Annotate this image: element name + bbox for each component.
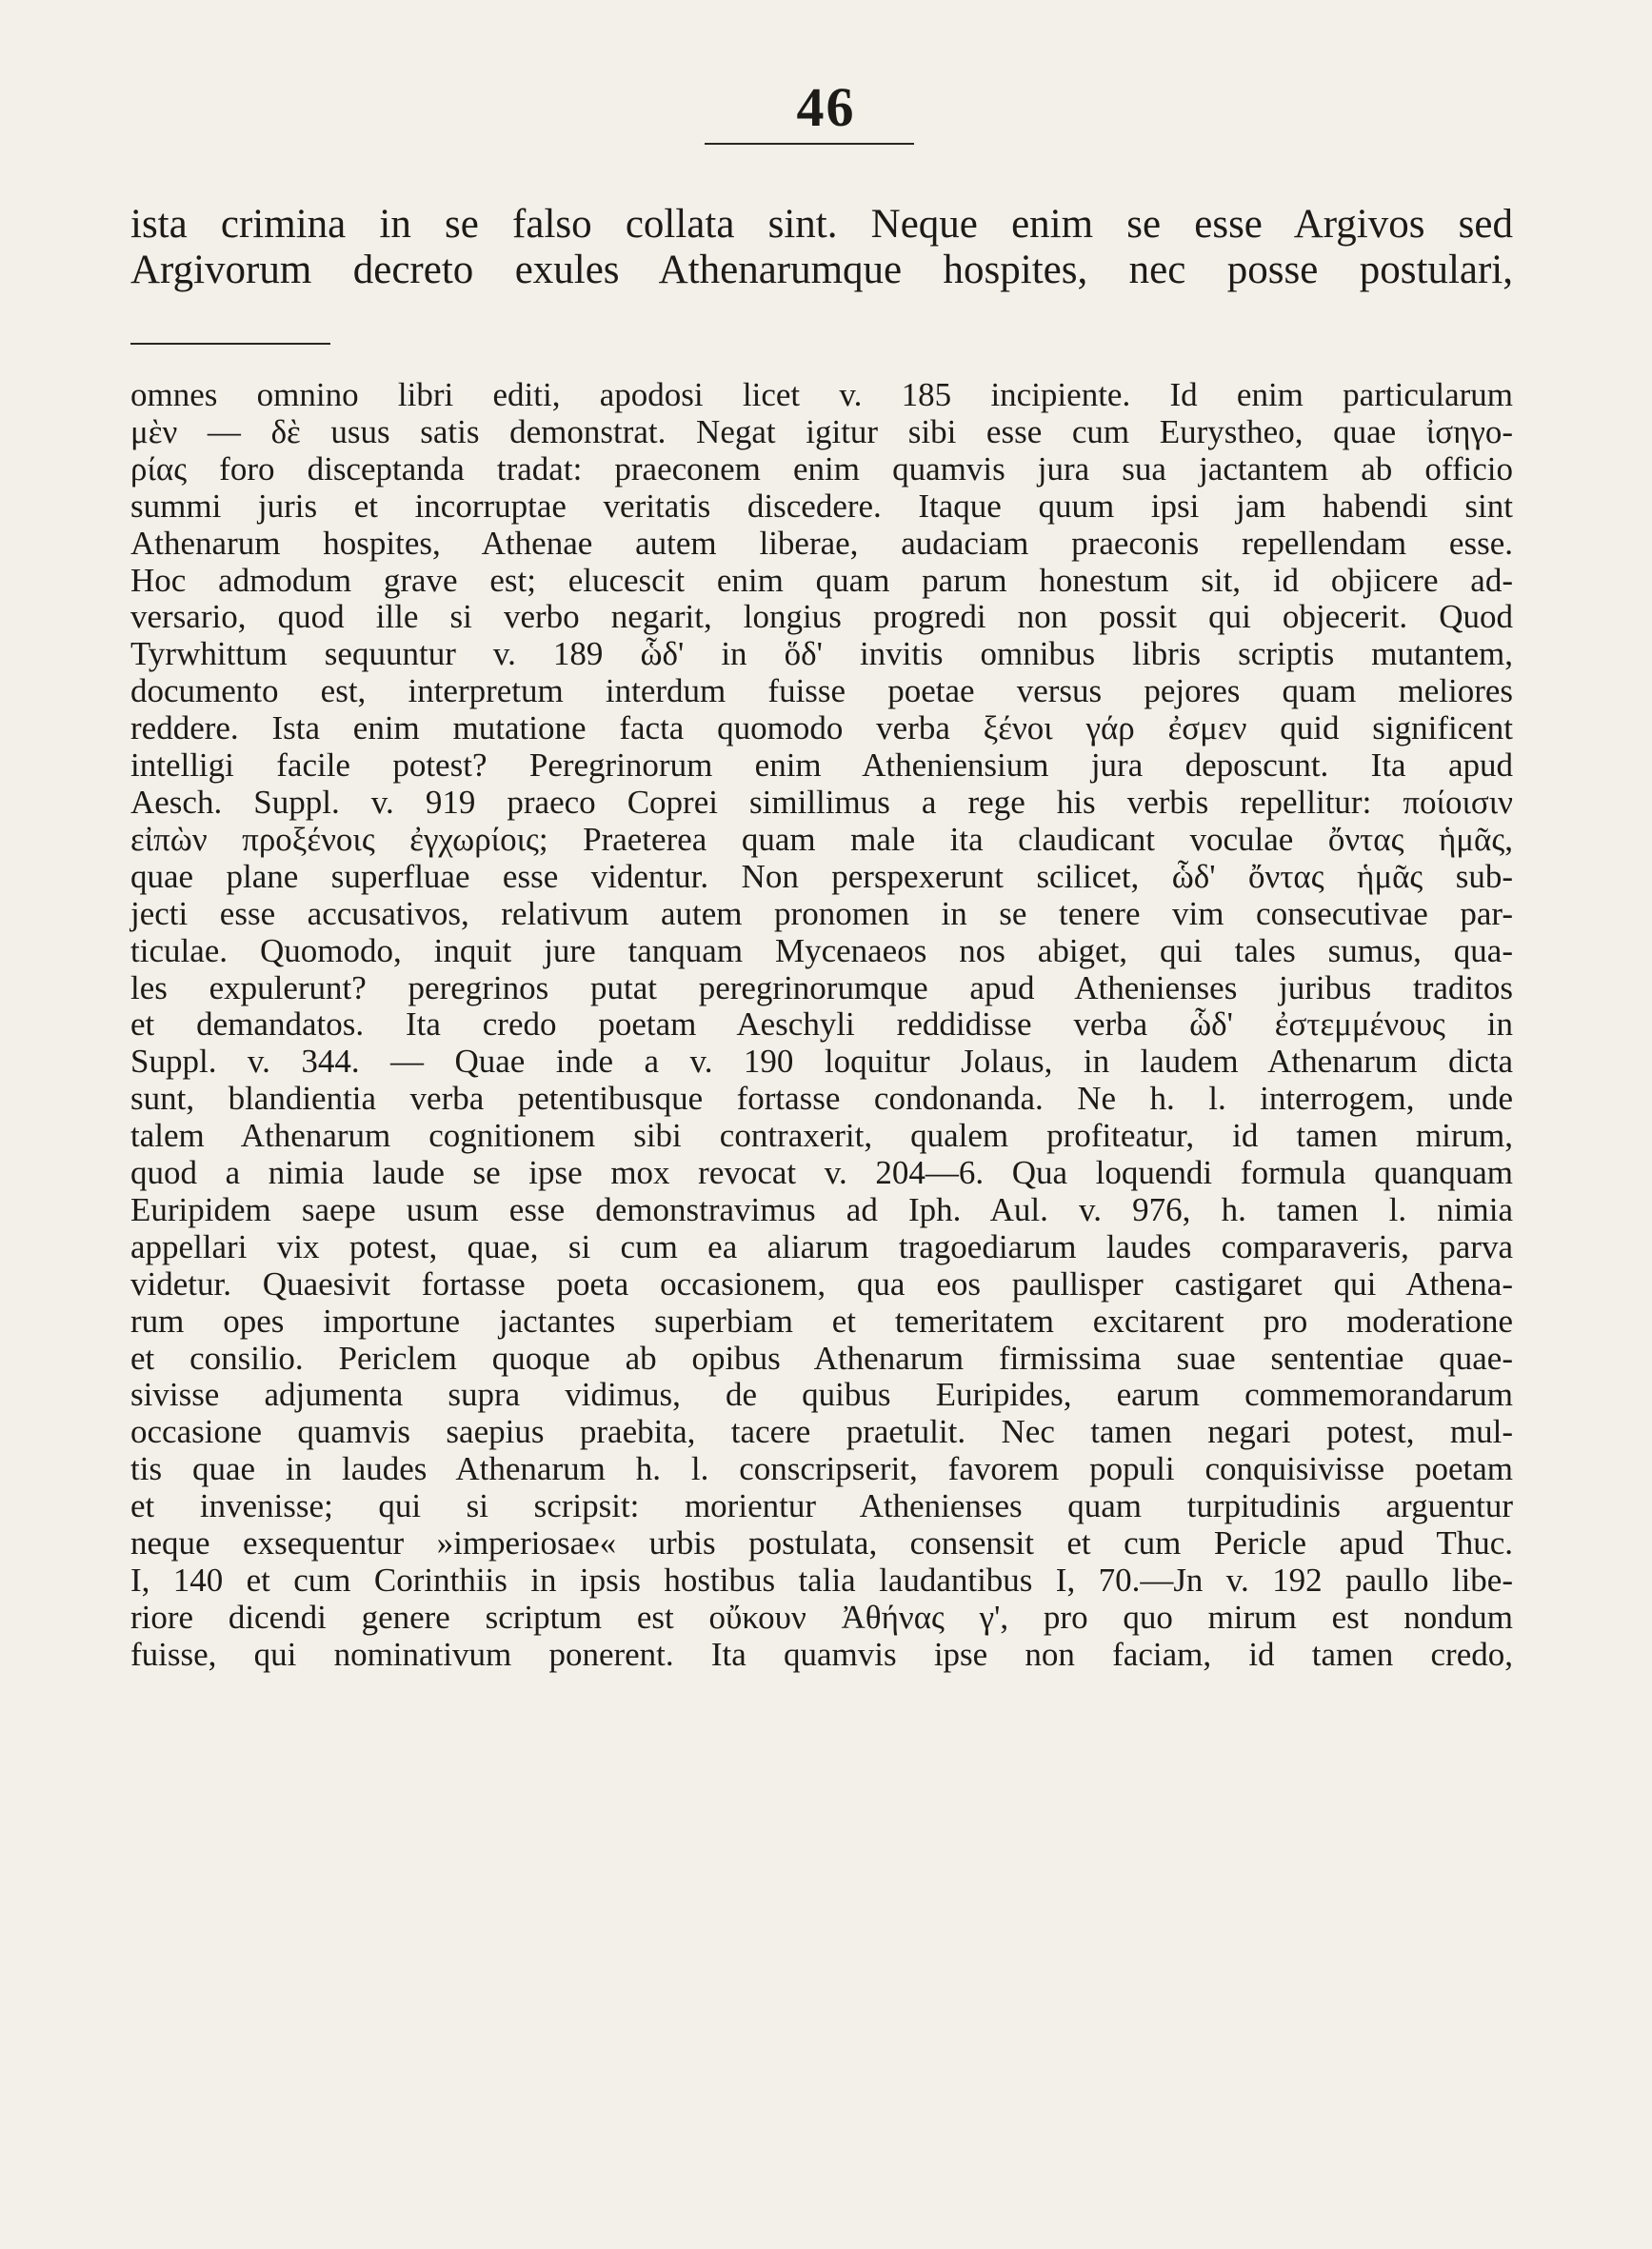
footnote-line: Euripidem saepe usum esse demonstravimus ad Iph. Aul. v. 976, h. tamen l. nimia: [130, 1190, 1513, 1228]
footnote-line: μὲν — δὲ usus satis demonstrat. Negat igitur sibi esse cum Eurystheo, quae ἰσηγο-: [130, 412, 1513, 450]
main-text: [130, 202, 1513, 293]
footnote-line: Hoc admodum grave est; elucescit enim quam parum honestum sit, id objicere ad-: [130, 561, 1513, 599]
footnote-line: et invenisse; qui si scripsit: morientur Athenienses quam turpitudinis arguentur: [130, 1487, 1513, 1525]
footnote-line: et consilio. Periclem quoque ab opibus Athenarum firmissima suae sententiae quae-: [130, 1339, 1513, 1377]
footnote-line: Athenarum hospites, Athenae autem liberae, audaciam praeconis repellendam esse.: [130, 524, 1513, 562]
footnote-line: neque exsequentur »imperiosae« urbis postulata, consensit et cum Pericle apud Thuc.: [130, 1524, 1513, 1562]
footnote-line: les expulerunt? peregrinos putat peregrinorumque apud Athenienses juribus traditos: [130, 968, 1513, 1006]
footnote-line: summi juris et incorruptae veritatis discedere. Itaque quum ipsi jam habendi sint: [130, 487, 1513, 525]
footnote-line: jecti esse accusativos, relativum autem pronomen in se tenere vim consecutivae par-: [130, 894, 1513, 932]
footnote-line: tis quae in laudes Athenarum h. l. conscripserit, favorem populi conquisivisse poetam: [130, 1450, 1513, 1488]
footnote-line: quae plane superfluae esse videntur. Non perspexerunt scilicet, ὧδ' ὄντας ἡμᾶς sub-: [130, 857, 1513, 895]
footnote-line: ticulae. Quomodo, inquit jure tanquam Mycenaeos nos abiget, qui tales sumus, qua-: [130, 931, 1513, 969]
footnote-line: documento est, interpretum interdum fuisse poetae versus pejores quam meliores: [130, 672, 1513, 710]
footnote-line: I, 140 et cum Corinthiis in ipsis hostibus talia laudantibus I, 70.—Jn v. 192 paullo libe-: [130, 1562, 1513, 1599]
footnote-line: intelligi facile potest? Peregrinorum enim Atheniensium jura deposcunt. Ita apud: [130, 746, 1513, 785]
page-number: 46: [796, 76, 856, 138]
footnote-line: sivisse adjumenta supra vidimus, de quibus Euripides, earum commemorandarum: [130, 1376, 1513, 1414]
main-text-line: Argivorum decreto exules Athenarumque hospites, nec posse postulari,: [130, 248, 1513, 292]
footnote-line: versario, quod ille si verbo negarit, longius progredi non possit qui objecerit. Quod: [130, 598, 1513, 636]
footnote-line: appellari vix potest, quae, si cum ea aliarum tragoediarum laudes comparaveris, parva: [130, 1227, 1513, 1265]
footnote-line: videtur. Quaesivit fortasse poeta occasionem, qua eos paullisper castigaret qui Athena-: [130, 1264, 1513, 1303]
footnote-line: talem Athenarum cognitionem sibi contraxerit, qualem profiteatur, id tamen mirum,: [130, 1117, 1513, 1155]
footnote-separator-rule: [130, 343, 330, 345]
footnote-line: reddere. Ista enim mutatione facta quomodo verba ξένοι γάρ ἐσμεν quid significent: [130, 709, 1513, 747]
footnote-line: Tyrwhittum sequuntur v. 189 ὧδ' in ὅδ' invitis omnibus libris scriptis mutantem,: [130, 635, 1513, 673]
footnote-line: rum opes importune jactantes superbiam et temeritatem excitarent pro moderatione: [130, 1302, 1513, 1340]
footnote-line: ρίας foro disceptanda tradat: praeconem enim quamvis jura sua jactantem ab officio: [130, 449, 1513, 488]
footnote-line: εἰπὼν προξένοις ἐγχωρίοις; Praeterea quam male ita claudicant voculae ὄντας ἡμᾶς,: [130, 820, 1513, 858]
footnote-line: riore dicendi genere scriptum est οὔκουν Ἀθήνας γ', pro quo mirum est nondum: [130, 1598, 1513, 1636]
footnote-line: et demandatos. Ita credo poetam Aeschyli reddidisse verba ὧδ' ἐστεμμένους in: [130, 1005, 1513, 1044]
footnote-line: occasione quamvis saepius praebita, tacere praetulit. Nec tamen negari potest, mul-: [130, 1413, 1513, 1451]
footnote-text: [130, 377, 1513, 1674]
main-text-line: ista crimina in se falso collata sint. Neque enim se esse Argivos sed: [130, 202, 1513, 247]
footnote-line: quod a nimia laude se ipse mox revocat v. 204—6. Qua loquendi formula quanquam: [130, 1154, 1513, 1192]
page-number-rule: [705, 143, 914, 145]
footnote-line: sunt, blandientia verba petentibusque fortasse condonanda. Ne h. l. interrogem, unde: [130, 1080, 1513, 1118]
footnote-line: fuisse, qui nominativum ponerent. Ita quamvis ipse non faciam, id tamen credo,: [130, 1635, 1513, 1673]
footnote-line: omnes omnino libri editi, apodosi licet v. 185 incipiente. Id enim particularum: [130, 376, 1513, 413]
footnote-line: Suppl. v. 344. — Quae inde a v. 190 loquitur Jolaus, in laudem Athenarum dicta: [130, 1043, 1513, 1081]
footnote-line: Aesch. Suppl. v. 919 praeco Coprei simillimus a rege his verbis repellitur: ποίοισιν: [130, 783, 1513, 821]
